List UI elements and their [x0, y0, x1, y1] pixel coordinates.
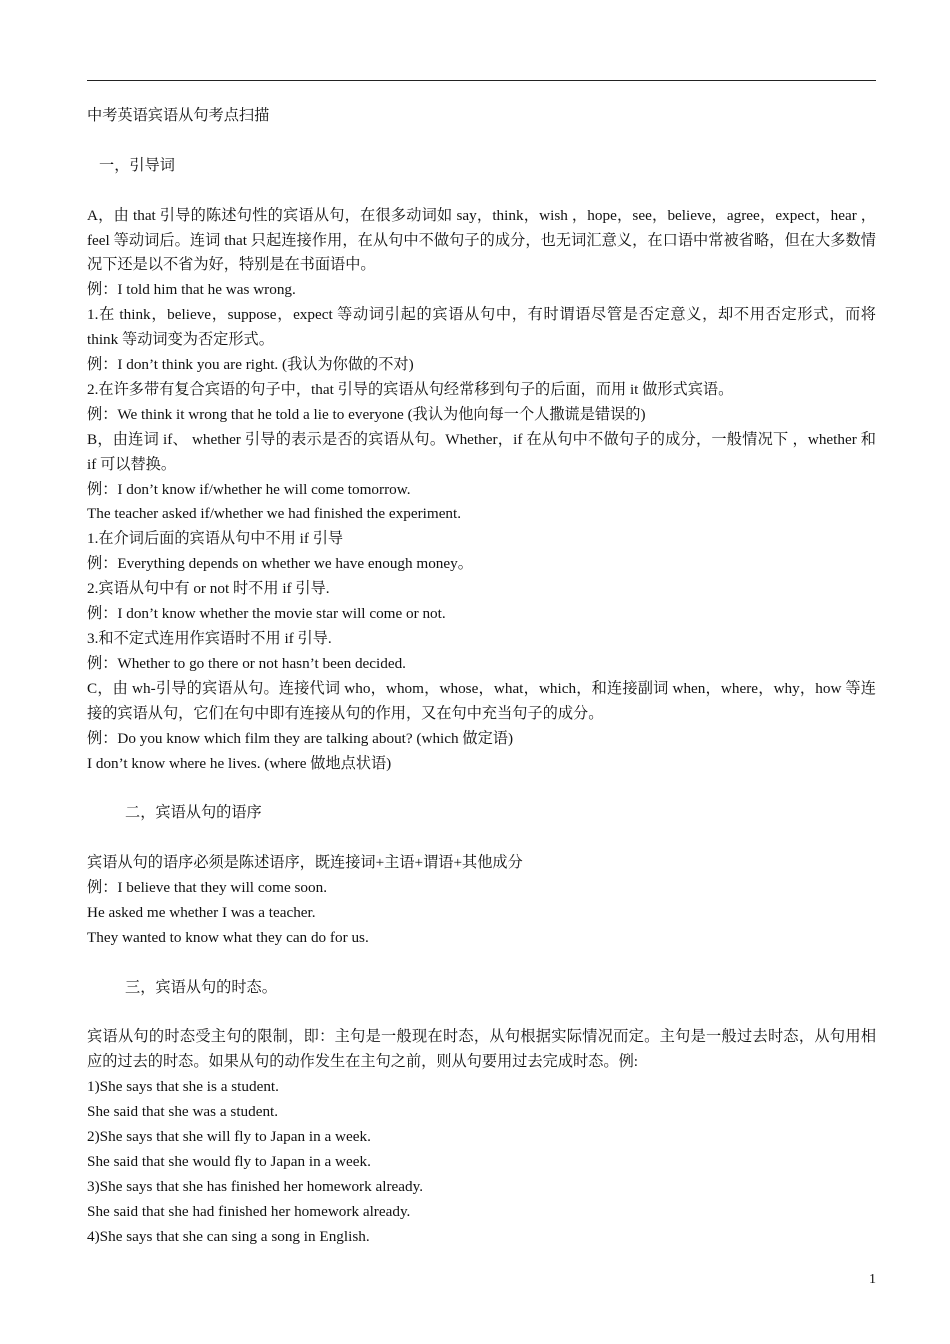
example-b3: 例：Whether to go there or not hasn’t been decided.	[87, 654, 406, 672]
example-a: 例：I told him that he was wrong.	[87, 281, 296, 299]
paragraph-word-order: 宾语从句的语序必须是陈述语序，既连接词+主语+谓语+其他成分	[87, 854, 523, 872]
example-b1: 例：Everything depends on whether we have enough money。	[87, 555, 473, 573]
header-rule	[87, 80, 876, 81]
paragraph-a2: 2.在许多带有复合宾语的句子中，that 引导的宾语从句经常移到句子的后面，而用 it 做形式宾语。	[87, 380, 734, 398]
example-b-2: The teacher asked if/whether we had finished the experiment.	[87, 505, 462, 523]
paragraph-b: B，由连词 if、 whether 引导的表示是否的宾语从句。Whether，if 在从句中不做句子的成分，一般情况下 ，whether 和 if 可以替换。	[87, 430, 876, 473]
section-heading-2: 二，宾语从句的语序	[125, 804, 262, 822]
paragraph-b1: 1.在介词后面的宾语从句中不用 if 引导	[87, 530, 344, 548]
paragraph-b2: 2.宾语从句中有 or not 时不用 if 引导.	[87, 580, 330, 598]
example-tense-6: She said that she had finished her homework already.	[87, 1202, 411, 1220]
example-tense-4: She said that she would fly to Japan in a week.	[87, 1152, 371, 1170]
example-b2: 例：I don’t know whether the movie star will come or not.	[87, 605, 446, 623]
paragraph-tense: 宾语从句的时态受主句的限制，即：主句是一般现在时态，从句根据实际情况而定。主句是一般过去时态，从句用相应的过去的时态。如果从句的动作发生在主句之前，则从句要用过去完成时态。例:	[87, 1028, 876, 1071]
paragraph-c: C，由 wh-引导的宾语从句。连接代词 who，whom，whose，what，which，和连接副词 when，where，why，how 等连接的宾语从句，它们在句中即有连接从句的作用，又在句中充当句子的成分。	[87, 679, 876, 722]
example-word-order-2: He asked me whether I was a teacher.	[87, 903, 316, 921]
example-tense-1: 1)She says that she is a student.	[87, 1078, 279, 1096]
paragraph-a1: 1.在 think，believe，suppose，expect 等动词引起的宾语从句中，有时谓语尽管是否定意义，却不用否定形式，而将 think 等动词变为否定形式。	[87, 306, 876, 349]
example-a1: 例：I don’t think you are right. (我认为你做的不对)	[87, 356, 414, 374]
example-word-order-3: They wanted to know what they can do for us.	[87, 928, 369, 946]
example-a2: 例：We think it wrong that he told a lie to everyone (我认为他向每一个人撒谎是错误的)	[87, 405, 646, 423]
section-heading-1: 一，引导词	[99, 156, 175, 174]
example-c-2: I don’t know where he lives. (where 做地点状语)	[87, 754, 392, 772]
example-tense-2: She said that she was a student.	[87, 1103, 279, 1121]
example-c-1: 例：Do you know which film they are talking about? (which 做定语)	[87, 729, 514, 747]
example-tense-5: 3)She says that she has finished her homework already.	[87, 1177, 424, 1195]
section-heading-3: 三，宾语从句的时态。	[125, 978, 277, 996]
page-number: 1	[869, 1272, 876, 1287]
example-tense-7: 4)She says that she can sing a song in English.	[87, 1227, 370, 1245]
paragraph-a: A，由 that 引导的陈述句性的宾语从句，在很多动词如 say，think，wish ，hope，see，believe，agree，expect，hear ，feel 等动词后。连词 that 只起连接作用，在从句中不做句子的成分，也无词汇意义，在口语中常被省略，但在大多数情况下还是以不省为好，特别是在书面语中。	[87, 206, 876, 274]
example-tense-3: 2)She says that she will fly to Japan in a week.	[87, 1128, 371, 1146]
paragraph-b3: 3.和不定式连用作宾语时不用 if 引导.	[87, 630, 332, 647]
document-body	[87, 104, 876, 1250]
document-title: 中考英语宾语从句考点扫描	[87, 107, 270, 124]
example-b-1: 例：I don’t know if/whether he will come tomorrow.	[87, 480, 411, 498]
example-word-order-1: 例：I believe that they will come soon.	[87, 879, 327, 897]
